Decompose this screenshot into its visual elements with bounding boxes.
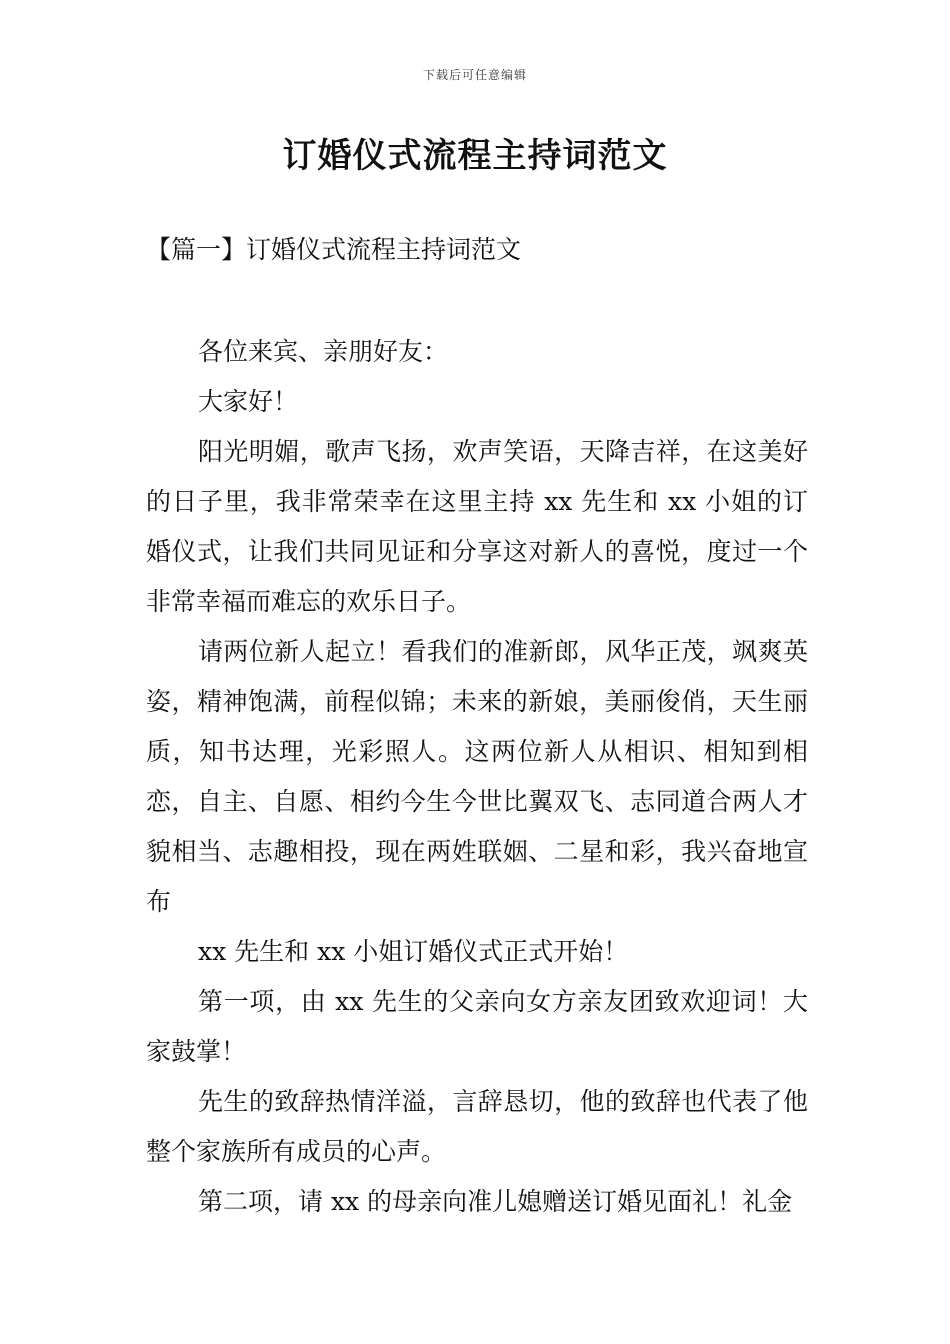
paragraph: 先生的致辞热情洋溢，言辞恳切，他的致辞也代表了他整个家族所有成员的心声。 — [146, 1087, 808, 1166]
section-heading: 【篇一】订婚仪式流程主持词范文 — [146, 235, 522, 264]
paragraph: 阳光明媚，歌声飞扬，欢声笑语，天降吉祥，在这美好的日子里，我非常荣幸在这里主持 xx 先生和 xx 小姐的订婚仪式，让我们共同见证和分享这对新人的喜悦，度过一个非常幸福而难忘的欢乐日子。 — [146, 437, 808, 616]
paragraph: 第二项，请 xx 的母亲向准儿媳赠送订婚见面礼！礼金 — [198, 1187, 793, 1216]
paragraph: xx 先生和 xx 小姐订婚仪式正式开始！ — [198, 937, 629, 966]
header-note: 下载后可任意编辑 — [422, 68, 527, 82]
paragraph: 各位来宾、亲朋好友： — [198, 337, 449, 366]
paragraph: 请两位新人起立！看我们的准新郎，风华正茂，飒爽英姿，精神饱满，前程似锦；未来的新娘，美丽俊俏，天生丽质，知书达理，光彩照人。这两位新人从相识、相知到相恋，自主、自愿、相约今生今世比翼双飞、志同道合两人才貌相当、志趣相投，现在两姓联姻、二星和彩，我兴奋地宣布 — [146, 637, 808, 916]
paragraph: 大家好！ — [198, 387, 299, 416]
document-title: 订婚仪式流程主持词范文 — [282, 136, 668, 176]
document-body — [146, 327, 808, 1227]
paragraph: 第一项，由 xx 先生的父亲向女方亲友团致欢迎词！大家鼓掌！ — [146, 987, 808, 1066]
